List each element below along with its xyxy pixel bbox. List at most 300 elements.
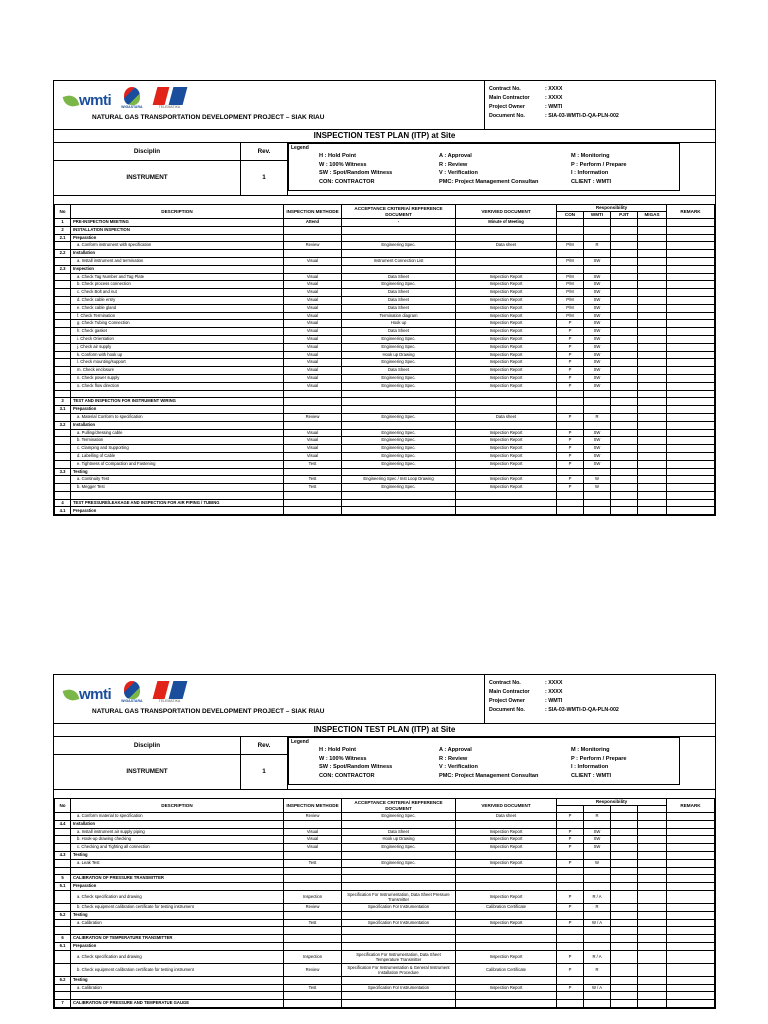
table-row	[55, 919, 715, 927]
row-pjit	[611, 265, 638, 273]
row-pjit	[611, 257, 638, 265]
row-description	[71, 927, 284, 935]
row-description: a. Material Conform to specification	[71, 413, 284, 421]
row-number: 6.2	[55, 976, 71, 984]
row-verified-document	[456, 976, 557, 984]
row-migas	[638, 460, 667, 468]
revision-value: 1	[262, 768, 266, 775]
contract-no-label: Contract No.	[489, 86, 521, 92]
row-pjit	[611, 351, 638, 359]
row-acceptance: Specification For Instrumentation, Data Sheet Temperature Transmitter	[342, 950, 456, 963]
row-description: c. Clamping and Supporting	[71, 445, 284, 453]
row-number	[55, 828, 71, 836]
row-migas	[638, 304, 667, 312]
contract-no-label: Contract No.	[489, 680, 521, 686]
row-migas	[638, 491, 667, 499]
row-pjit	[611, 421, 638, 429]
row-description: TEST PRESSURE/LEAKAGE AND INSPECTION FOR AIR PIPING / TUBING	[71, 499, 284, 507]
project-owner-label: Project Owner	[489, 104, 525, 110]
row-method: Inspection	[284, 950, 342, 963]
row-method	[284, 935, 342, 943]
col-header-no: No	[55, 205, 71, 219]
row-pjit	[611, 935, 638, 943]
row-acceptance	[342, 942, 456, 950]
row-acceptance	[342, 507, 456, 515]
row-method: Visual	[284, 836, 342, 844]
row-con: P	[557, 367, 584, 375]
row-acceptance: Engineering Spec.	[342, 813, 456, 821]
row-method	[284, 1000, 342, 1008]
row-method: Visual	[284, 437, 342, 445]
row-migas	[638, 867, 667, 875]
row-migas	[638, 950, 667, 963]
row-number	[55, 992, 71, 1000]
table-row	[55, 460, 715, 468]
row-pjit	[611, 844, 638, 852]
row-description: CALIBRATION OF PRESSURE TRANSMITTER	[71, 875, 284, 883]
itp-page-1	[53, 80, 716, 516]
row-con: P	[557, 328, 584, 336]
col-header-verified: VERIVIED DOCUMENT	[456, 799, 557, 813]
row-pjit	[611, 976, 638, 984]
row-migas	[638, 844, 667, 852]
row-method: Visual	[284, 281, 342, 289]
row-pjit	[611, 828, 638, 836]
col-header-description: DESCRIPTION	[71, 205, 284, 219]
row-number	[55, 304, 71, 312]
row-con: P	[557, 844, 584, 852]
row-con: P	[557, 836, 584, 844]
row-number	[55, 437, 71, 445]
row-con	[557, 491, 584, 499]
row-con: P	[557, 963, 584, 976]
table-row	[55, 250, 715, 258]
row-remark	[667, 942, 715, 950]
row-wmti	[584, 820, 611, 828]
row-description: a. Leak Test	[71, 859, 284, 867]
row-remark	[667, 406, 715, 414]
flame-icon	[124, 681, 140, 699]
row-remark	[667, 328, 715, 336]
row-description: Installation	[71, 820, 284, 828]
row-migas	[638, 963, 667, 976]
row-acceptance: Termination diagram	[342, 312, 456, 320]
row-verified-document	[456, 911, 557, 919]
row-wmti	[584, 507, 611, 515]
row-pjit	[611, 950, 638, 963]
row-acceptance	[342, 935, 456, 943]
row-pjit	[611, 281, 638, 289]
table-row	[55, 398, 715, 406]
row-acceptance: Hook up	[342, 320, 456, 328]
row-migas	[638, 413, 667, 421]
row-con	[557, 226, 584, 234]
row-pjit	[611, 820, 638, 828]
row-method: Test	[284, 919, 342, 927]
row-migas	[638, 813, 667, 821]
row-acceptance	[342, 468, 456, 476]
row-con: P	[557, 374, 584, 382]
table-row	[55, 413, 715, 421]
row-migas	[638, 312, 667, 320]
row-wmti: SW	[584, 320, 611, 328]
row-remark	[667, 343, 715, 351]
row-number	[55, 859, 71, 867]
row-verified-document: Data sheet	[456, 813, 557, 821]
legend-box	[288, 737, 680, 785]
row-con: P/M	[557, 281, 584, 289]
legend-item: H : Hold Point	[319, 747, 356, 753]
row-acceptance: Engineering Spec.	[342, 242, 456, 250]
row-con	[557, 911, 584, 919]
row-acceptance	[342, 883, 456, 891]
row-method: Visual	[284, 320, 342, 328]
row-verified-document: Inspection Report	[456, 374, 557, 382]
wmti-logo	[64, 686, 111, 703]
table-row	[55, 219, 715, 227]
row-migas	[638, 421, 667, 429]
col-header-migas: MIGAS	[638, 212, 667, 219]
row-method: Visual	[284, 351, 342, 359]
row-wmti: W	[584, 859, 611, 867]
row-description: a. Check Tag Number and Tag Plate	[71, 273, 284, 281]
row-con: P	[557, 382, 584, 390]
row-description: PRE-INSPECTION MEETING	[71, 219, 284, 227]
row-con	[557, 927, 584, 935]
document-no-value: : SIA-03-WMTI-D-QA-PLN-002	[545, 707, 619, 713]
row-remark	[667, 883, 715, 891]
row-verified-document: Inspection Report	[456, 828, 557, 836]
row-remark	[667, 836, 715, 844]
row-description: b. Megger Test	[71, 484, 284, 492]
row-remark	[667, 919, 715, 927]
row-pjit	[611, 468, 638, 476]
row-description: h. Check gasket	[71, 328, 284, 336]
row-pjit	[611, 859, 638, 867]
row-pjit	[611, 992, 638, 1000]
row-method	[284, 468, 342, 476]
main-contractor-label: Main Contractor	[489, 689, 530, 695]
leaf-icon	[63, 687, 80, 702]
table-row	[55, 851, 715, 859]
row-remark	[667, 452, 715, 460]
row-con: P	[557, 859, 584, 867]
row-verified-document: Inspection Report	[456, 476, 557, 484]
row-con: P	[557, 452, 584, 460]
row-verified-document	[456, 257, 557, 265]
row-description: TEST AND INSPECTION FOR INSTRUMENT WIRING	[71, 398, 284, 406]
row-acceptance	[342, 226, 456, 234]
row-remark	[667, 927, 715, 935]
row-remark	[667, 890, 715, 903]
row-con: P	[557, 813, 584, 821]
row-con: P/M	[557, 257, 584, 265]
row-migas	[638, 992, 667, 1000]
row-migas	[638, 875, 667, 883]
revision-cell	[241, 143, 288, 195]
row-method	[284, 976, 342, 984]
row-pjit	[611, 382, 638, 390]
row-verified-document	[456, 867, 557, 875]
row-acceptance: Specification For Instrumentation & General Instrument Installation Procedure	[342, 963, 456, 976]
row-migas	[638, 281, 667, 289]
row-number	[55, 491, 71, 499]
row-con	[557, 421, 584, 429]
row-migas	[638, 328, 667, 336]
row-method: Visual	[284, 359, 342, 367]
row-pjit	[611, 359, 638, 367]
row-description: INSTALLATION INSPECTION	[71, 226, 284, 234]
table-row	[55, 507, 715, 515]
row-number: 3.1	[55, 406, 71, 414]
row-remark	[667, 499, 715, 507]
row-description: n. Check power supply	[71, 374, 284, 382]
row-acceptance: Engineering Spec.	[342, 335, 456, 343]
table-row	[55, 320, 715, 328]
row-wmti	[584, 935, 611, 943]
row-wmti	[584, 927, 611, 935]
row-con: P	[557, 903, 584, 911]
row-description: o. Check flow direction	[71, 382, 284, 390]
row-wmti: SW	[584, 367, 611, 375]
legend-item: CON: CONTRACTOR	[319, 178, 375, 185]
row-con	[557, 1000, 584, 1008]
row-migas	[638, 851, 667, 859]
row-verified-document	[456, 421, 557, 429]
col-header-acceptance: ACCEPTANCE CRITERIA/ REFFERENCE DOCUMENT	[342, 799, 456, 813]
row-remark	[667, 820, 715, 828]
row-wmti	[584, 250, 611, 258]
row-description: b. Hook-up drawing checking	[71, 836, 284, 844]
row-con	[557, 883, 584, 891]
row-pjit	[611, 942, 638, 950]
table-row	[55, 452, 715, 460]
contract-info	[485, 81, 715, 129]
row-migas	[638, 468, 667, 476]
row-method	[284, 234, 342, 242]
revision-label: Rev.	[241, 143, 287, 161]
row-number: 6	[55, 935, 71, 943]
row-acceptance	[342, 390, 456, 398]
row-number: 5.1	[55, 883, 71, 891]
row-migas	[638, 476, 667, 484]
row-number	[55, 890, 71, 903]
table-row	[55, 343, 715, 351]
row-verified-document: Minute of Meeting	[456, 219, 557, 227]
table-row	[55, 429, 715, 437]
itp-table-body	[55, 219, 715, 515]
row-description: a. Calibration	[71, 984, 284, 992]
row-acceptance	[342, 499, 456, 507]
project-title: NATURAL GAS TRANSPORTATION DEVELOPMENT PROJECT – SIAK RIAU	[92, 114, 325, 121]
row-wmti	[584, 911, 611, 919]
row-wmti: SW	[584, 343, 611, 351]
row-description: m. Check enclosure	[71, 367, 284, 375]
row-remark	[667, 437, 715, 445]
legend-item: A : Approval	[439, 747, 472, 753]
row-number	[55, 242, 71, 250]
telematika-logo	[153, 681, 187, 703]
row-remark	[667, 859, 715, 867]
table-row	[55, 1000, 715, 1008]
row-migas	[638, 507, 667, 515]
row-wmti: SW	[584, 281, 611, 289]
document-no-label: Document No.	[489, 707, 525, 713]
row-remark	[667, 507, 715, 515]
table-row	[55, 963, 715, 976]
wmti-logo-text: wmti	[79, 686, 112, 703]
row-number: 3.2	[55, 421, 71, 429]
row-number	[55, 359, 71, 367]
row-con	[557, 976, 584, 984]
row-pjit	[611, 484, 638, 492]
row-number	[55, 984, 71, 992]
row-remark	[667, 250, 715, 258]
row-wmti: R	[584, 903, 611, 911]
row-description	[71, 867, 284, 875]
row-wmti: SW	[584, 273, 611, 281]
row-remark	[667, 382, 715, 390]
row-wmti	[584, 942, 611, 950]
row-wmti	[584, 499, 611, 507]
table-row	[55, 406, 715, 414]
row-acceptance: Engineering Spec.	[342, 484, 456, 492]
table-row	[55, 992, 715, 1000]
row-verified-document: Inspection Report	[456, 460, 557, 468]
row-migas	[638, 242, 667, 250]
row-pjit	[611, 343, 638, 351]
row-description: b. Check process connection	[71, 281, 284, 289]
row-acceptance	[342, 250, 456, 258]
row-migas	[638, 828, 667, 836]
row-description: Preparation	[71, 234, 284, 242]
row-pjit	[611, 250, 638, 258]
row-wmti: SW	[584, 828, 611, 836]
row-method: Review	[284, 242, 342, 250]
row-acceptance	[342, 234, 456, 242]
row-method: Visual	[284, 429, 342, 437]
legend-item: PMC: Project Management Consultan	[439, 178, 539, 185]
row-method: Visual	[284, 452, 342, 460]
table-row	[55, 976, 715, 984]
legend-title: Legend	[291, 145, 309, 151]
discipline-cell	[54, 737, 241, 789]
row-description: Inspection	[71, 265, 284, 273]
row-pjit	[611, 374, 638, 382]
telematika-mark-icon	[153, 681, 187, 699]
row-con	[557, 935, 584, 943]
wmti-logo-text: wmti	[79, 92, 112, 109]
table-row	[55, 859, 715, 867]
row-wmti	[584, 390, 611, 398]
row-method	[284, 265, 342, 273]
row-method: Visual	[284, 844, 342, 852]
table-row	[55, 867, 715, 875]
row-acceptance: Data Sheet	[342, 367, 456, 375]
row-con: P	[557, 476, 584, 484]
row-description: c. Checking and Tighting all connection	[71, 844, 284, 852]
row-number	[55, 452, 71, 460]
row-remark	[667, 374, 715, 382]
row-pjit	[611, 398, 638, 406]
legend-title: Legend	[291, 739, 309, 745]
row-pjit	[611, 320, 638, 328]
row-migas	[638, 320, 667, 328]
row-acceptance	[342, 875, 456, 883]
row-method: Visual	[284, 296, 342, 304]
row-acceptance	[342, 851, 456, 859]
row-remark	[667, 468, 715, 476]
table-row	[55, 374, 715, 382]
col-header-remark: REMARK	[667, 205, 715, 219]
row-acceptance	[342, 491, 456, 499]
row-description: f. Check Termination	[71, 312, 284, 320]
row-acceptance	[342, 421, 456, 429]
table-row	[55, 813, 715, 821]
row-migas	[638, 903, 667, 911]
row-acceptance	[342, 1000, 456, 1008]
legend-item: P : Perform / Prepare	[571, 161, 627, 168]
row-description: k. Conform with hook up	[71, 351, 284, 359]
row-pjit	[611, 429, 638, 437]
row-method	[284, 398, 342, 406]
table-row	[55, 382, 715, 390]
row-number: 5	[55, 875, 71, 883]
wmti-logo	[64, 92, 111, 109]
row-con	[557, 250, 584, 258]
itp-page-2	[53, 674, 716, 1009]
row-wmti	[584, 851, 611, 859]
row-description: e. Check cable gland	[71, 304, 284, 312]
row-number	[55, 813, 71, 821]
row-migas	[638, 883, 667, 891]
row-number	[55, 460, 71, 468]
row-wmti	[584, 398, 611, 406]
row-verified-document: Inspection Report	[456, 289, 557, 297]
row-remark	[667, 335, 715, 343]
row-remark	[667, 359, 715, 367]
itp-table	[54, 204, 715, 515]
contract-no-value: : XXXX	[545, 680, 563, 686]
row-remark	[667, 476, 715, 484]
revision-cell	[241, 737, 288, 789]
project-owner-label: Project Owner	[489, 698, 525, 704]
row-wmti: SW	[584, 257, 611, 265]
col-header-method: INSPECTION METHODE	[284, 205, 342, 219]
row-migas	[638, 257, 667, 265]
row-pjit	[611, 919, 638, 927]
row-wmti	[584, 867, 611, 875]
row-migas	[638, 250, 667, 258]
revision-value: 1	[262, 174, 266, 181]
row-number	[55, 484, 71, 492]
row-wmti: R	[584, 813, 611, 821]
row-remark	[667, 491, 715, 499]
table-row	[55, 296, 715, 304]
table-row	[55, 359, 715, 367]
row-number: 3.3	[55, 468, 71, 476]
row-verified-document: Inspection Report	[456, 343, 557, 351]
table-row	[55, 437, 715, 445]
row-migas	[638, 429, 667, 437]
legend-col-2	[439, 746, 538, 780]
row-method: Visual	[284, 328, 342, 336]
table-row	[55, 445, 715, 453]
row-pjit	[611, 406, 638, 414]
row-remark	[667, 421, 715, 429]
row-remark	[667, 320, 715, 328]
row-con: P	[557, 320, 584, 328]
